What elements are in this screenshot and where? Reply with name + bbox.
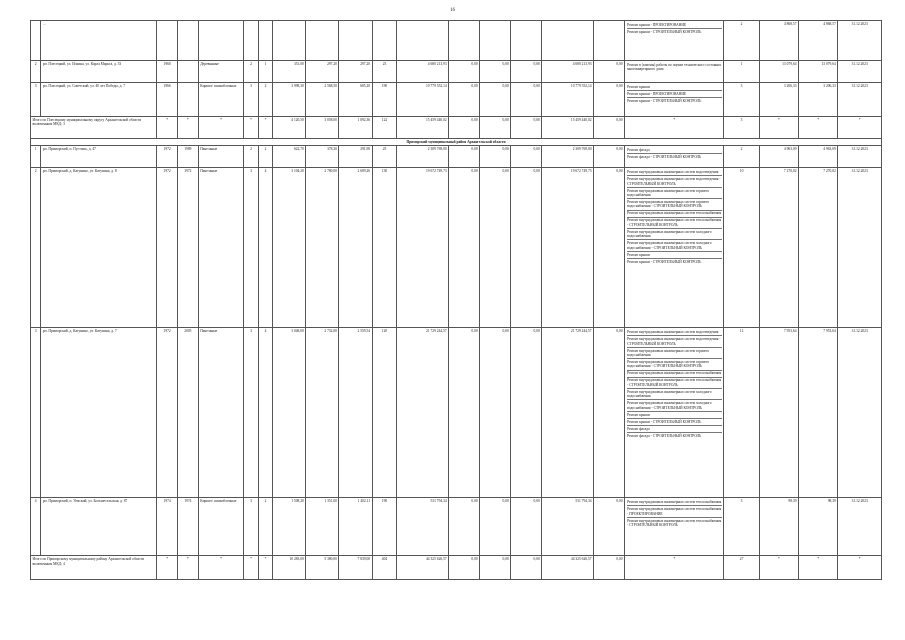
fund-owners: 44 325 626,57	[542, 556, 594, 580]
completion-date: 31.12.2023	[838, 61, 882, 83]
works-cell	[625, 328, 724, 498]
fund-regional: 0,00	[480, 146, 511, 168]
area-residential: 1 351,00	[306, 498, 339, 556]
works-count: 5	[724, 117, 759, 139]
page-number: 16	[450, 8, 455, 13]
fund-federal: 0,00	[449, 168, 480, 328]
fund-owners: 15 459 440,02	[542, 117, 594, 139]
work-item: Ремонт внутридомовых инженерных систем горячего водоснабжения	[627, 188, 722, 199]
wall-material: Панельные	[198, 168, 244, 328]
year-last-repair: 1989	[177, 146, 198, 168]
house-row	[31, 61, 882, 83]
work-item: Ремонт крыши	[627, 84, 722, 91]
fund-federal: 0,00	[449, 61, 480, 83]
fund-other: 0,00	[594, 498, 625, 556]
fund-other: 0,00	[594, 328, 625, 498]
area-residential: 2 568,50	[306, 83, 339, 117]
year-built: 1972	[157, 146, 178, 168]
area-residential: 378,30	[306, 146, 339, 168]
star-mark: *	[258, 117, 272, 139]
house-address: рп. Плесецкий, ул. Ильина, ул. Карла Маркса, д. 53	[41, 61, 157, 83]
wall-material: Панельные	[198, 146, 244, 168]
unit-cost: 3 206,33	[799, 83, 838, 117]
area-total: 351,00	[273, 61, 306, 83]
area-total: 3 048,00	[273, 328, 306, 498]
work-item: Ремонт внутридомовых инженерных систем теплоснабжения - СТРОИТЕЛЬНЫЙ КОНТРОЛЬ	[627, 518, 722, 528]
year-last-repair: 2005	[177, 328, 198, 498]
unit-cost: 7 270,02	[799, 168, 838, 328]
completion-date: 31.12.2023	[838, 498, 882, 556]
repair-cost: 531 794,34	[397, 498, 449, 556]
fund-municipal: 0,00	[511, 146, 542, 168]
year-last-repair: 1972	[177, 168, 198, 328]
unit-cost-limit: 7 953,64	[759, 328, 798, 498]
star-mark: *	[625, 556, 724, 580]
works-count: 2	[724, 21, 759, 61]
work-item: Ремонт внутридомовых инженерных систем теплоснабжения - СТРОИТЕЛЬНЫЙ КОНТРОЛЬ	[627, 218, 722, 229]
star-mark: *	[198, 556, 244, 580]
area-living: 1 402,11	[339, 498, 372, 556]
house-row	[31, 83, 882, 117]
work-item: Ремонт внутридомовых инженерных систем водоотведения - СТРОИТЕЛЬНЫЙ КОНТРОЛЬ	[627, 176, 722, 187]
fund-federal: 0,00	[449, 328, 480, 498]
fund-municipal: 0,00	[511, 117, 542, 139]
year-last-repair	[177, 61, 198, 83]
fund-other: 0,00	[594, 168, 625, 328]
floors-count: 3	[244, 498, 258, 556]
entrances-count: 4	[258, 328, 272, 498]
works-count: 3	[724, 498, 759, 556]
work-item: Ремонт внутридомовых инженерных систем водоотведения	[627, 169, 722, 176]
entrances-count: 4	[258, 168, 272, 328]
work-item: Ремонт фасада	[627, 147, 722, 154]
entrances-count: 2	[258, 146, 272, 168]
unit-cost-limit: 7 270,02	[759, 168, 798, 328]
unit-cost-limit: 13 079,64	[759, 61, 798, 83]
year-built: 1972	[157, 328, 178, 498]
residents-count: 23	[372, 61, 397, 83]
unit-cost-limit: 98,39	[759, 498, 798, 556]
year-built: 1972	[157, 168, 178, 328]
star-mark: *	[258, 556, 272, 580]
completion-date: 31.12.2023	[838, 146, 882, 168]
year-built: 1966	[157, 83, 178, 117]
work-item: Ремонт фасада	[627, 426, 722, 433]
work-item: Ремонт внутридомовых инженерных систем холодного водоснабжения - СТРОИТЕЛЬНЫЙ КОНТРОЛЬ	[627, 400, 722, 411]
work-item: Ремонт крыши - СТРОИТЕЛЬНЫЙ КОНТРОЛЬ	[627, 419, 722, 426]
work-item: Ремонт крыши - ПРОЕКТИРОВАНИЕ	[627, 22, 722, 29]
house-address: рп. Приморский, п. Пустошь, д. 47	[41, 146, 157, 168]
completion-date: 31.12.2023	[838, 328, 882, 498]
unit-cost-limit: 4 868,57	[759, 21, 798, 61]
wall-material: Деревянные	[198, 61, 244, 83]
entrances-count: 2	[258, 83, 272, 117]
works-cell	[625, 21, 724, 61]
unit-cost: 4 963,09	[799, 146, 838, 168]
works-count: 27	[724, 556, 759, 580]
area-residential: 2 780,00	[306, 168, 339, 328]
repair-cost: 15 459 440,02	[397, 117, 449, 139]
repair-cost: 21 729 244,57	[397, 328, 449, 498]
works-cell	[625, 83, 724, 117]
fund-municipal: 0,00	[511, 168, 542, 328]
area-total: 1 508,20	[273, 498, 306, 556]
works-count: 10	[724, 168, 759, 328]
star-mark: *	[244, 556, 258, 580]
area-living: 2 559,54	[339, 328, 372, 498]
wall-material: Кирпич/ шлакоблочные	[198, 498, 244, 556]
year-last-repair: 1974	[177, 498, 198, 556]
district-title: Приморский муниципальный район Архангельской области	[31, 139, 882, 146]
area-living: 291,90	[339, 146, 372, 168]
work-item: Ремонт крыши - СТРОИТЕЛЬНЫЙ КОНТРОЛЬ	[627, 259, 702, 264]
subtotal-label: Итого по Приморскому муниципальному району Архангельской области включенным МКД: 4	[31, 556, 157, 580]
completion-date: 31.12.2023	[838, 21, 882, 61]
residents-count: 404	[372, 556, 397, 580]
star-mark: *	[799, 117, 838, 139]
works-cell	[625, 146, 724, 168]
work-item: Ремонт внутридомовых инженерных систем водоотведения - СТРОИТЕЛЬНЫЙ КОНТРОЛЬ	[627, 336, 722, 347]
repair-cost: 44 325 626,57	[397, 556, 449, 580]
fund-regional: 0,00	[480, 61, 511, 83]
work-item: Ремонт внутридомовых инженерных систем холодного водоснабжения	[627, 229, 722, 240]
entrances-count: 2	[258, 498, 272, 556]
floors-count: 3	[244, 168, 258, 328]
works-count: 2	[724, 146, 759, 168]
house-address: рп. Приморский, д. Катунино, ул. Катунина, д. 8	[41, 168, 157, 328]
area-living: 685,20	[339, 83, 372, 117]
fund-municipal: 0,00	[511, 556, 542, 580]
subtotal-row	[31, 556, 882, 580]
work-item: Ремонт внутридомовых инженерных систем теплоснабжения	[627, 211, 722, 218]
residents-count: 120	[372, 328, 397, 498]
star-mark: *	[157, 556, 178, 580]
area-total: 4 120,50	[273, 117, 306, 139]
area-total: 622,70	[273, 146, 306, 168]
work-item: Ремонт внутридомовых инженерных систем теплоснабжения - ПРОЕКТИРОВАНИЕ	[627, 506, 722, 517]
fund-regional: 0,00	[480, 168, 511, 328]
repair-cost: 10 779 552,14	[397, 83, 449, 117]
wall-material: Кирпич/ шлакоблочные	[198, 83, 244, 117]
unit-cost-limit: 4 963,09	[759, 146, 798, 168]
row-number: 3	[31, 83, 41, 117]
star-mark: *	[157, 117, 178, 139]
work-item: Ремонт внутридомовых инженерных систем горячего водоснабжения - СТРОИТЕЛЬНЫЙ КОНТРОЛЬ	[627, 359, 722, 370]
star-mark: *	[177, 556, 198, 580]
fund-federal: 0,00	[449, 83, 480, 117]
work-item: Ремонт внутридомовых инженерных систем теплоснабжения	[627, 499, 722, 506]
work-item: Ремонт крыши - ПРОЕКТИРОВАНИЕ	[627, 91, 722, 98]
repair-cost: 4 680 213,93	[397, 61, 449, 83]
area-living: 2 609,26	[339, 168, 372, 328]
fund-federal: 0,00	[449, 146, 480, 168]
fund-municipal: 0,00	[511, 498, 542, 556]
unit-cost: 7 953,64	[799, 328, 838, 498]
fund-owners: 2 309 769,00	[542, 146, 594, 168]
house-address: рп. Плесецкий, ул. Советский, ул. 40 лет Победы, д. 7	[41, 83, 157, 117]
fund-federal: 0,00	[449, 117, 480, 139]
works-count: 1	[724, 61, 759, 83]
fund-other: 0,00	[594, 117, 625, 139]
residents-count: 190	[372, 83, 397, 117]
fund-regional: 0,00	[480, 498, 511, 556]
star-mark: *	[838, 556, 882, 580]
subtotal-row	[31, 117, 882, 139]
star-mark: *	[244, 117, 258, 139]
floors-count: 3	[244, 83, 258, 117]
area-living: 1 092,36	[339, 117, 372, 139]
area-residential: 3 058,00	[306, 117, 339, 139]
fund-owners: 10 779 552,14	[542, 83, 594, 117]
area-living: 297,20	[339, 61, 372, 83]
repair-program-table	[30, 20, 882, 580]
works-cell	[625, 168, 724, 328]
completion-date: 31.12.2023	[838, 168, 882, 328]
fund-regional: 0,00	[480, 117, 511, 139]
work-item: Ремонт фасада - СТРОИТЕЛЬНЫЙ КОНТРОЛЬ	[627, 433, 702, 438]
floors-count: 2	[244, 146, 258, 168]
floors-count: 2	[244, 61, 258, 83]
row-number: 2	[31, 168, 41, 328]
star-mark: *	[625, 117, 724, 139]
area-total: 10 283,00	[273, 556, 306, 580]
fund-other: 0,00	[594, 146, 625, 168]
area-residential: 5 380,00	[306, 556, 339, 580]
fund-owners: 21 729 244,57	[542, 328, 594, 498]
fund-municipal: 0,00	[511, 83, 542, 117]
work-item: Ремонт внутридомовых инженерных систем горячего водоснабжения - СТРОИТЕЛЬНЫЙ КОНТРОЛЬ	[627, 199, 722, 210]
unit-cost-limit: 3 206,33	[759, 83, 798, 117]
repair-cost: 2 309 769,00	[397, 146, 449, 168]
work-item: Ремонт в (замены) работы по оценке технического состояния многоквартирного дома	[627, 62, 721, 72]
year-built: 1974	[157, 498, 178, 556]
fund-other: 0,00	[594, 556, 625, 580]
area-living: 7 839,00	[339, 556, 372, 580]
work-item: Ремонт крыши	[627, 252, 722, 259]
row-number: 3	[31, 328, 41, 498]
works-cell	[625, 61, 724, 83]
row-number: 1	[31, 146, 41, 168]
work-item: Ремонт внутридомовых инженерных систем горячего водоснабжения	[627, 348, 722, 359]
fund-federal: 0,00	[449, 556, 480, 580]
fund-other: 0,00	[594, 61, 625, 83]
fund-regional: 0,00	[480, 83, 511, 117]
fund-municipal: 0,00	[511, 328, 542, 498]
fund-municipal: 0,00	[511, 61, 542, 83]
floors-count: 3	[244, 328, 258, 498]
house-address: рп. Приморский, п. Уемский, ул. Большесельская, д. 87	[41, 498, 157, 556]
area-residential: 2 732,00	[306, 328, 339, 498]
fund-other: 0,00	[594, 83, 625, 117]
fund-regional: 0,00	[480, 328, 511, 498]
fund-owners: 4 680 213,93	[542, 61, 594, 83]
year-built: 1960	[157, 61, 178, 83]
star-mark: *	[838, 117, 882, 139]
work-item: Ремонт крыши	[627, 412, 722, 419]
subtotal-label: Итого по Плесецкому муниципальному округу Архангельской области включенным МКД: 3	[31, 117, 157, 139]
entrances-count: 1	[258, 61, 272, 83]
works-count: 12	[724, 328, 759, 498]
unit-cost: 13 079,64	[799, 61, 838, 83]
residents-count: 190	[372, 498, 397, 556]
unit-cost: 98,39	[799, 498, 838, 556]
house-row	[31, 498, 882, 556]
area-total: 3 998,30	[273, 83, 306, 117]
completion-date: 31.12.2023	[838, 83, 882, 117]
work-item: Ремонт внутридомовых инженерных систем холодного водоснабжения	[627, 389, 722, 400]
fund-regional: 0,00	[480, 556, 511, 580]
residents-count: 130	[372, 168, 397, 328]
work-item: Ремонт внутридомовых инженерных систем холодного водоснабжения - СТРОИТЕЛЬНЫЙ КОНТРОЛЬ	[627, 240, 722, 251]
work-item: Ремонт крыши - СТРОИТЕЛЬНЫЙ КОНТРОЛЬ	[627, 98, 702, 103]
star-mark: *	[177, 117, 198, 139]
district-header-row	[31, 139, 882, 146]
star-mark: *	[799, 556, 838, 580]
repair-cost: 19 672 749,73	[397, 168, 449, 328]
star-mark: *	[759, 556, 798, 580]
fragment-text: ...	[41, 21, 157, 61]
house-row	[31, 168, 882, 328]
house-row	[31, 146, 882, 168]
house-row	[31, 328, 882, 498]
fund-owners: 531 794,34	[542, 498, 594, 556]
work-item: Ремонт внутридомовых инженерных систем теплоснабжения	[627, 371, 722, 378]
star-mark: *	[198, 117, 244, 139]
area-total: 3 104,20	[273, 168, 306, 328]
row-number: 2	[31, 61, 41, 83]
work-item: Ремонт крыши - СТРОИТЕЛЬНЫЙ КОНТРОЛЬ	[627, 29, 702, 34]
work-item: Ремонт внутридомовых инженерных систем теплоснабжения - СТРОИТЕЛЬНЫЙ КОНТРОЛЬ	[627, 378, 722, 389]
residents-count: 122	[372, 117, 397, 139]
work-item: Ремонт фасада - СТРОИТЕЛЬНЫЙ КОНТРОЛЬ	[627, 155, 702, 160]
fund-federal: 0,00	[449, 498, 480, 556]
house-address: рп. Приморский, д. Катунино, ул. Катунина, д. 7	[41, 328, 157, 498]
works-cell	[625, 498, 724, 556]
fund-owners: 19 672 749,73	[542, 168, 594, 328]
year-last-repair	[177, 83, 198, 117]
wall-material: Панельные	[198, 328, 244, 498]
continuation-row	[31, 21, 882, 61]
star-mark: *	[759, 117, 798, 139]
row-number: 4	[31, 498, 41, 556]
residents-count: 25	[372, 146, 397, 168]
work-item: Ремонт внутридомовых инженерных систем водоотведения	[627, 329, 722, 336]
area-residential: 297,20	[306, 61, 339, 83]
works-count: 3	[724, 83, 759, 117]
unit-cost: 4 868,57	[799, 21, 838, 61]
